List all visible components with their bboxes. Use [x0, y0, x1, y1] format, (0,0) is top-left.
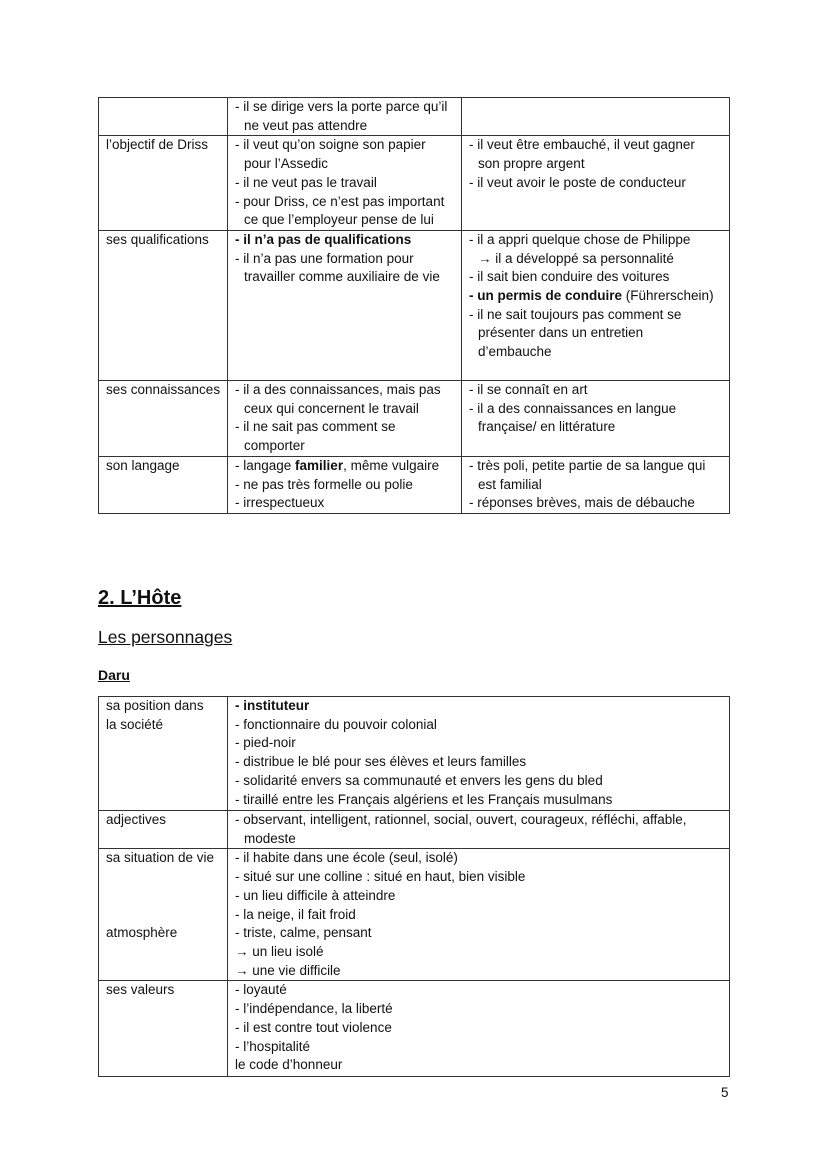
table-row	[99, 456, 730, 513]
page-number: 5	[721, 1085, 729, 1100]
table-cell	[228, 230, 462, 380]
cell-line: - il ne sait toujours pas comment se	[469, 306, 682, 322]
cell-line	[235, 231, 455, 250]
table-cell	[228, 849, 730, 981]
cell-line: - il veut qu’on soigne son papier	[235, 137, 426, 153]
table-row	[99, 981, 730, 1077]
table-row	[99, 136, 730, 231]
row-label	[99, 849, 228, 981]
cell-line: - distribue le blé pour ses élèves et leurs familles	[235, 754, 527, 770]
cell-line: - réponses brèves, mais de débauche	[469, 495, 695, 511]
cell-line: - il n’a pas une formation pour	[235, 250, 414, 266]
bold-text: familier	[295, 457, 344, 473]
cell-line: est familial	[478, 476, 542, 492]
table-cell	[228, 981, 730, 1077]
cell-line: - pied-noir	[235, 735, 296, 751]
row-label: adjectives	[99, 811, 228, 849]
plain-text: (Führerschein)	[622, 288, 714, 304]
cell-line: - il a des connaissances, mais pas	[235, 381, 441, 397]
table-row	[99, 230, 730, 380]
cell-line: - il a appri quelque chose de Philippe	[469, 231, 691, 247]
subsection-heading: Les personnages	[98, 627, 233, 647]
cell-line	[235, 943, 723, 962]
cell-line: - il veut avoir le poste de conducteur	[469, 174, 686, 190]
cell-line: son propre argent	[478, 156, 585, 172]
cell-line: - pour Driss, ce n’est pas important	[235, 193, 445, 209]
cell-line: - très poli, petite partie de sa langue qui	[469, 457, 706, 473]
cell-line: française/ en littérature	[478, 419, 616, 435]
cell-line: - observant, intelligent, rationnel, social, ouvert, courageux, réfléchi, affable,	[235, 812, 687, 827]
cell-line	[469, 287, 723, 306]
cell-line: travailler comme auxiliaire de vie	[244, 269, 440, 285]
arrow-text: il a développé sa personnalité	[495, 250, 674, 266]
table-cell	[228, 98, 462, 136]
label-line	[106, 887, 221, 906]
plain-text: , même vulgaire	[343, 457, 440, 473]
right-arrow-icon: →	[235, 962, 249, 978]
daru-table	[98, 696, 730, 1077]
bold-text: - un permis de conduire	[469, 288, 623, 304]
cell-line	[235, 962, 723, 981]
plain-text: - langage	[235, 457, 296, 473]
cell-line: - irrespectueux	[235, 495, 325, 511]
row-label: son langage	[99, 456, 228, 513]
table-row	[99, 849, 730, 981]
table-cell	[228, 136, 462, 231]
label-line	[106, 868, 221, 887]
cell-line: - il ne veut pas le travail	[235, 174, 377, 190]
right-arrow-icon: →	[478, 250, 492, 266]
cell-line: - situé sur une colline : situé en haut, bien visible	[235, 869, 526, 885]
table-row	[99, 380, 730, 456]
cell-line: ce que l’employeur pense de lui	[244, 212, 434, 228]
cell-line	[469, 250, 723, 269]
cell-line: - il se connaît en art	[469, 381, 588, 397]
table-cell	[228, 697, 730, 811]
cell-line: - il se dirige vers la porte parce qu’il	[235, 99, 448, 114]
character-heading: Daru	[98, 667, 130, 683]
cell-line: - il ne sait pas comment se	[235, 419, 396, 435]
label-line: atmosphère	[106, 925, 178, 941]
cell-line: - un lieu difficile à atteindre	[235, 887, 396, 903]
cell-line: présenter dans un entretien	[478, 325, 644, 341]
table-cell	[228, 456, 462, 513]
cell-line: - fonctionnaire du pouvoir colonial	[235, 716, 437, 732]
cell-line: - ne pas très formelle ou polie	[235, 476, 413, 492]
cell-line: - il est contre tout violence	[235, 1019, 392, 1035]
right-arrow-icon: →	[235, 943, 249, 959]
cell-line: - l’hospitalité	[235, 1038, 311, 1054]
row-label: ses qualifications	[99, 230, 228, 380]
table-cell	[228, 380, 462, 456]
cell-line: - l’indépendance, la liberté	[235, 1001, 393, 1017]
section-heading: 2. L’Hôte	[98, 587, 182, 609]
cell-line: - loyauté	[235, 982, 287, 998]
row-label: l’objectif de Driss	[99, 136, 228, 231]
table-row	[99, 98, 730, 136]
table-cell	[228, 811, 730, 849]
label-line: sa position dans	[106, 698, 204, 713]
cell-line: le code d’honneur	[235, 1057, 343, 1073]
bold-text: - il n’a pas de qualifications	[235, 231, 412, 247]
table-row	[99, 697, 730, 811]
cell-line: - tiraillé entre les Français algériens et les Français musulmans	[235, 791, 613, 807]
cell-line: modeste	[244, 830, 296, 846]
arrow-text: une vie difficile	[252, 962, 341, 978]
table-cell	[462, 456, 730, 513]
cell-line: comporter	[244, 438, 305, 454]
row-label: ses valeurs	[99, 981, 228, 1077]
label-line	[106, 906, 221, 925]
table-cell	[462, 98, 730, 136]
cell-line: - solidarité envers sa communauté et envers les gens du bled	[235, 772, 603, 788]
arrow-text: un lieu isolé	[252, 943, 324, 959]
cell-line: - il sait bien conduire des voitures	[469, 269, 670, 285]
table-cell	[462, 230, 730, 380]
cell-line	[235, 457, 455, 476]
label-line: sa situation de vie	[106, 850, 215, 866]
row-label	[99, 697, 228, 811]
cell-line: d’embauche	[478, 344, 552, 360]
bold-text: - instituteur	[235, 698, 310, 713]
cell-line: ceux qui concernent le travail	[244, 400, 419, 416]
cell-line	[235, 697, 723, 716]
label-line: la société	[106, 716, 164, 732]
cell-line: - il veut être embauché, il veut gagner	[469, 137, 695, 153]
row-label: ses connaissances	[99, 380, 228, 456]
table-cell	[462, 380, 730, 456]
table-cell	[99, 98, 228, 136]
table-cell	[462, 136, 730, 231]
cell-line: - il a des connaissances en langue	[469, 400, 677, 416]
cell-line: - il habite dans une école (seul, isolé)	[235, 850, 458, 866]
cell-line: ne veut pas attendre	[244, 117, 368, 133]
cell-line: pour l’Assedic	[244, 156, 329, 172]
cell-line: - la neige, il fait froid	[235, 906, 356, 922]
table-row	[99, 811, 730, 849]
cell-line: - triste, calme, pensant	[235, 925, 372, 941]
driss-comparison-table	[98, 97, 730, 514]
